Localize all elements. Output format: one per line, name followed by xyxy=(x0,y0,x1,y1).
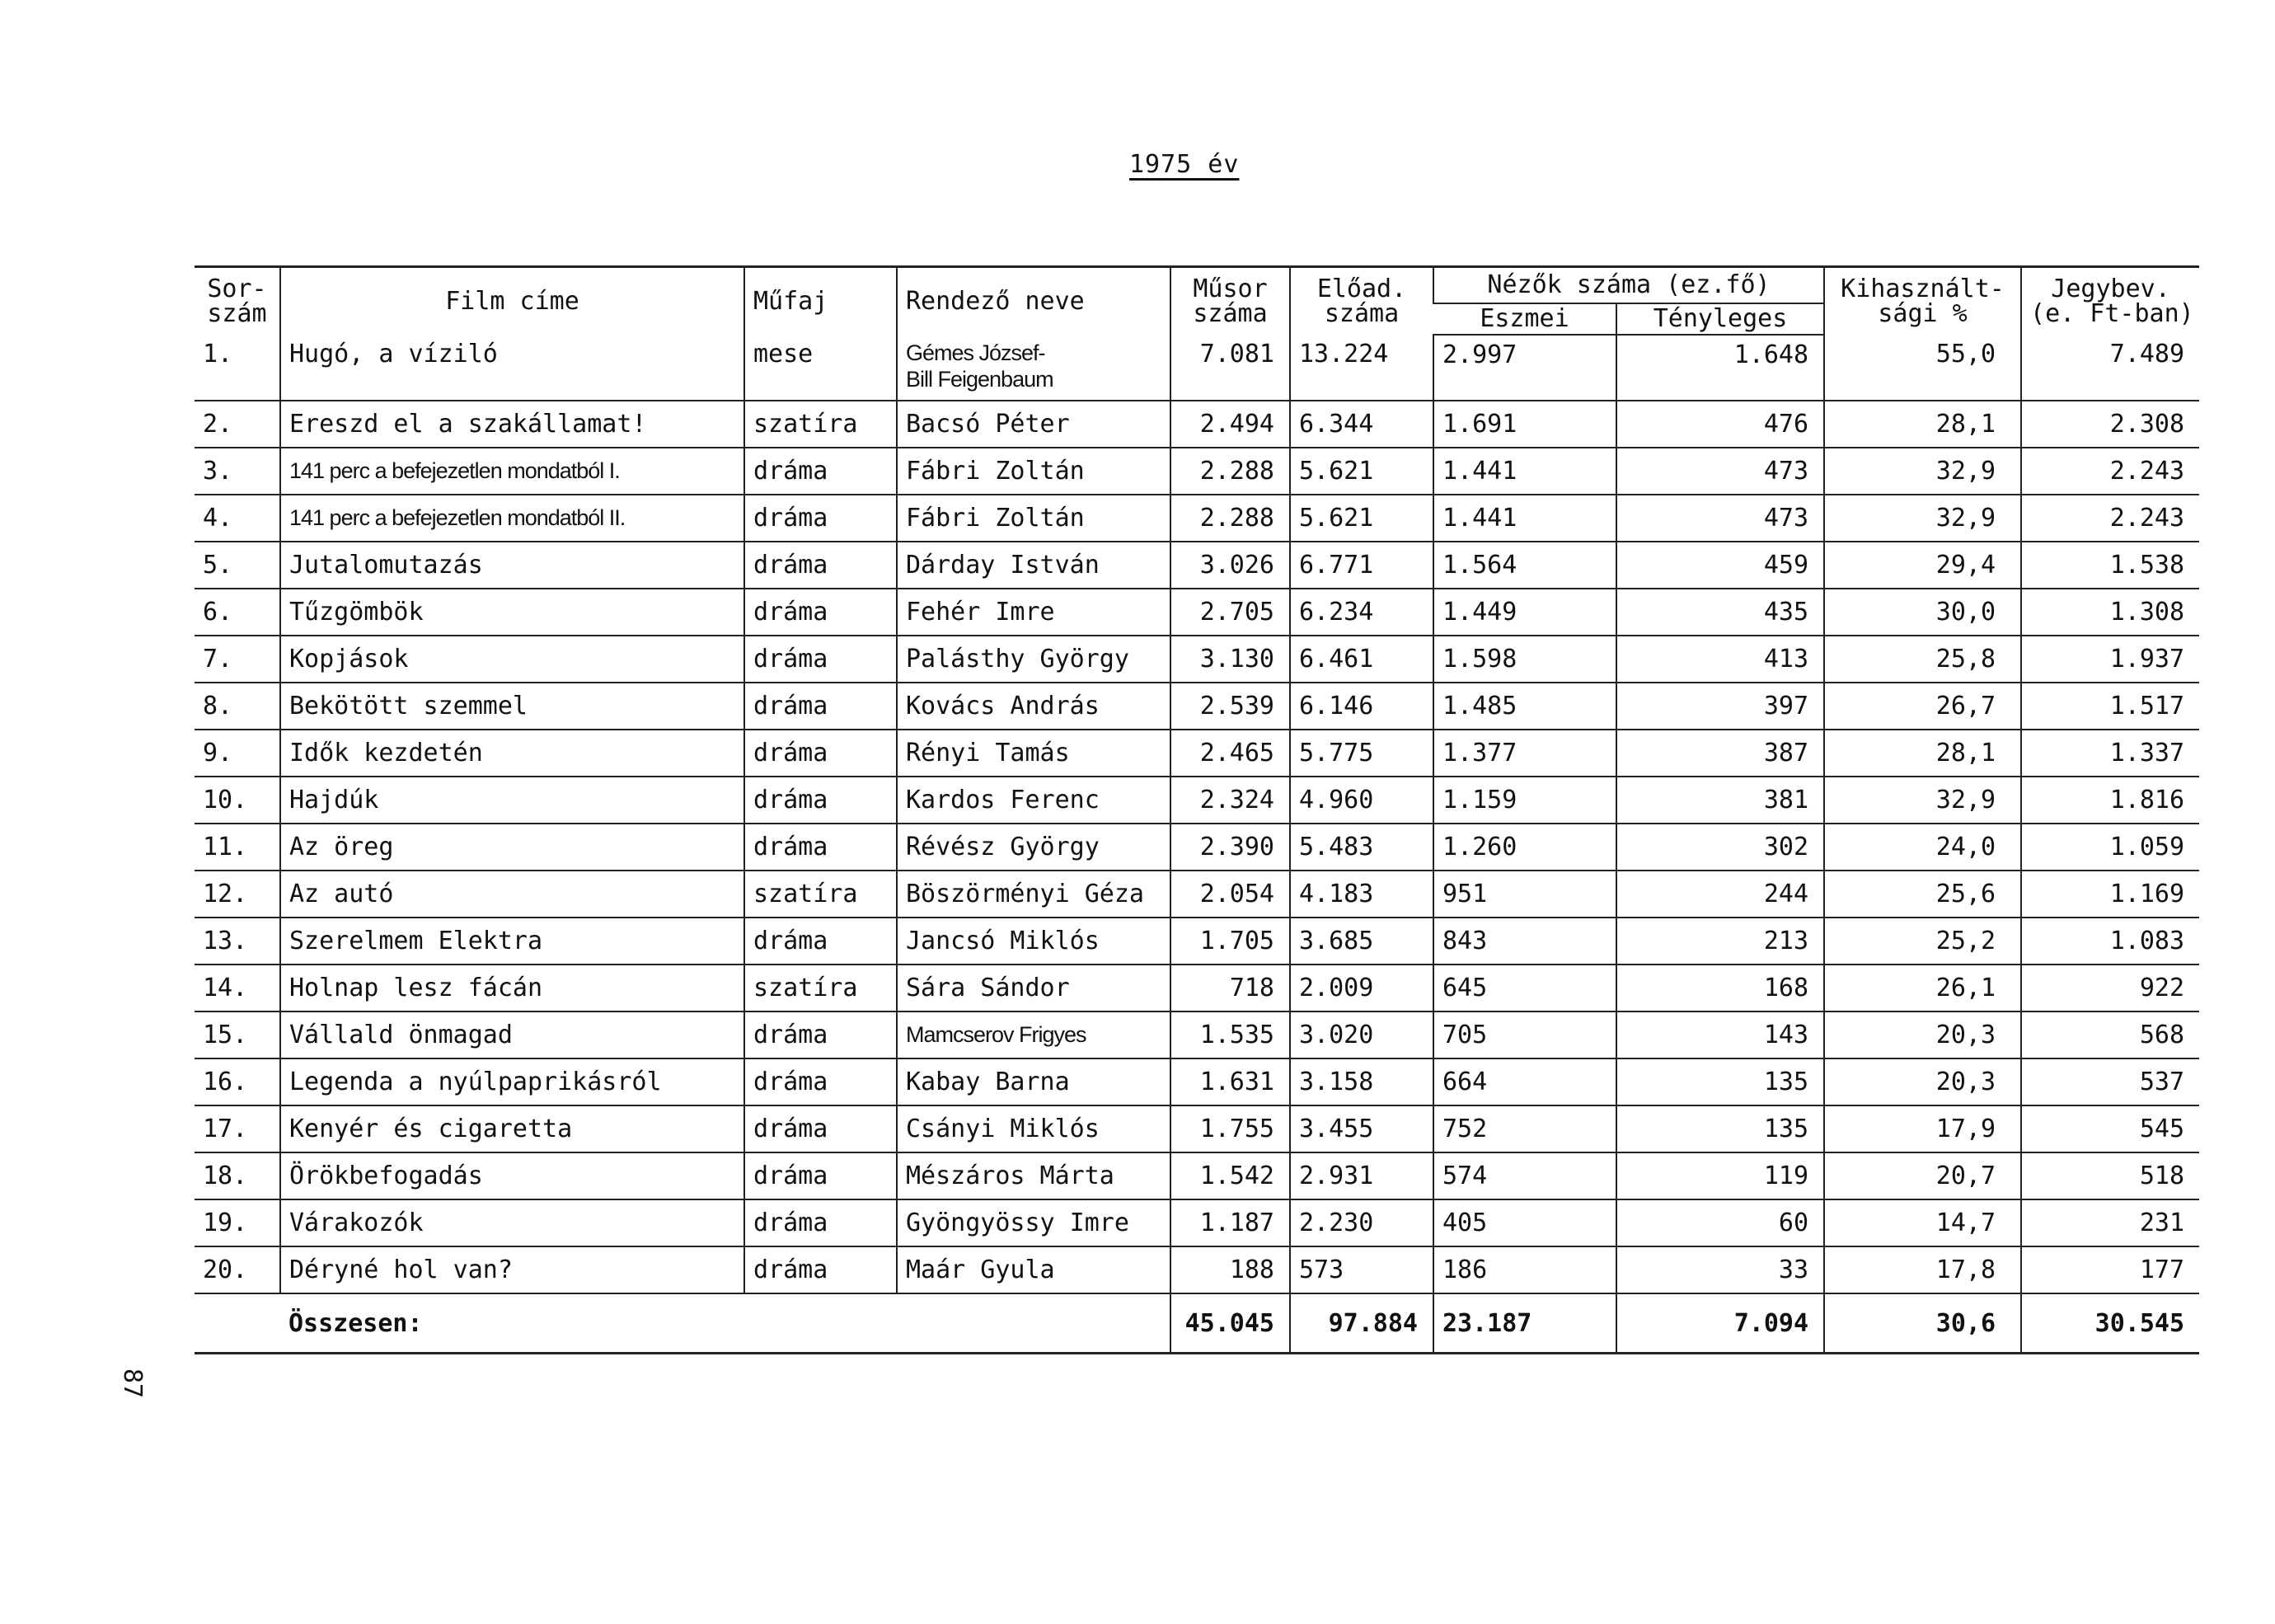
cell-eload: 5.775 xyxy=(1290,730,1433,777)
cell-eszmei: 186 xyxy=(1433,1246,1616,1293)
cell-tenyleges: 135 xyxy=(1616,1105,1824,1152)
cell-tenyleges: 33 xyxy=(1616,1246,1824,1293)
cell-kihasznaltsag: 20,7 xyxy=(1824,1152,2021,1199)
cell-musor: 2.324 xyxy=(1170,777,1290,824)
cell-eszmei: 705 xyxy=(1433,1011,1616,1058)
cell-sorszam: 19. xyxy=(195,1199,280,1246)
cell-musor: 2.465 xyxy=(1170,730,1290,777)
cell-jegybevetel: 7.489 xyxy=(2021,335,2199,401)
cell-musor: 7.081 xyxy=(1170,335,1290,401)
table-row xyxy=(195,777,2199,824)
cell-tenyleges: 413 xyxy=(1616,636,1824,683)
total-spacer xyxy=(897,1293,1170,1354)
cell-rendezo: Bacsó Péter xyxy=(897,401,1170,448)
header-eszmei: Eszmei xyxy=(1433,303,1616,335)
total-label: Összesen: xyxy=(280,1293,744,1354)
cell-eload: 6.344 xyxy=(1290,401,1433,448)
cell-mufaj: mese xyxy=(744,335,897,401)
total-eszmei: 23.187 xyxy=(1433,1293,1616,1354)
cell-sorszam: 13. xyxy=(195,918,280,965)
cell-rendezo: Palásthy György xyxy=(897,636,1170,683)
cell-kihasznaltsag: 20,3 xyxy=(1824,1058,2021,1105)
cell-eszmei: 2.997 xyxy=(1433,335,1616,401)
cell-jegybevetel: 537 xyxy=(2021,1058,2199,1105)
cell-jegybevetel: 1.816 xyxy=(2021,777,2199,824)
cell-film-cime: Legenda a nyúlpaprikásról xyxy=(280,1058,744,1105)
header-eload: Előad. száma xyxy=(1290,267,1433,336)
cell-rendezo: Mészáros Márta xyxy=(897,1152,1170,1199)
cell-musor: 2.494 xyxy=(1170,401,1290,448)
cell-musor: 2.539 xyxy=(1170,683,1290,730)
cell-eszmei: 1.260 xyxy=(1433,824,1616,871)
total-jegybevetel: 30.545 xyxy=(2021,1293,2199,1354)
cell-mufaj: dráma xyxy=(744,1058,897,1105)
table-row xyxy=(195,965,2199,1011)
page-title: 1975 év xyxy=(1129,150,1240,179)
cell-eszmei: 1.441 xyxy=(1433,448,1616,495)
cell-jegybevetel: 1.538 xyxy=(2021,542,2199,589)
table-row xyxy=(195,824,2199,871)
cell-eload: 2.230 xyxy=(1290,1199,1433,1246)
cell-rendezo: Fábri Zoltán xyxy=(897,495,1170,542)
cell-eload: 3.685 xyxy=(1290,918,1433,965)
header-row xyxy=(195,267,2199,304)
cell-sorszam: 17. xyxy=(195,1105,280,1152)
cell-mufaj: szatíra xyxy=(744,965,897,1011)
cell-tenyleges: 1.648 xyxy=(1616,335,1824,401)
table-row xyxy=(195,683,2199,730)
cell-film-cime: Szerelmem Elektra xyxy=(280,918,744,965)
cell-film-cime: Hugó, a víziló xyxy=(280,335,744,401)
cell-mufaj: dráma xyxy=(744,1105,897,1152)
cell-film-cime: Az autó xyxy=(280,871,744,918)
cell-film-cime: Kopjások xyxy=(280,636,744,683)
cell-kihasznaltsag: 17,8 xyxy=(1824,1246,2021,1293)
cell-eload: 6.234 xyxy=(1290,589,1433,636)
cell-jegybevetel: 177 xyxy=(2021,1246,2199,1293)
cell-jegybevetel: 1.083 xyxy=(2021,918,2199,965)
cell-eload: 5.621 xyxy=(1290,495,1433,542)
cell-kihasznaltsag: 32,9 xyxy=(1824,777,2021,824)
table-row xyxy=(195,1152,2199,1199)
cell-sorszam: 11. xyxy=(195,824,280,871)
cell-eszmei: 1.691 xyxy=(1433,401,1616,448)
cell-kihasznaltsag: 28,1 xyxy=(1824,730,2021,777)
cell-sorszam: 1. xyxy=(195,335,280,401)
cell-tenyleges: 459 xyxy=(1616,542,1824,589)
cell-jegybevetel: 1.308 xyxy=(2021,589,2199,636)
total-tenyleges: 7.094 xyxy=(1616,1293,1824,1354)
cell-eszmei: 951 xyxy=(1433,871,1616,918)
header-rendezo: Rendező neve xyxy=(897,267,1170,336)
director-line-2: Bill Feigenbaum xyxy=(906,367,1053,392)
cell-mufaj: szatíra xyxy=(744,871,897,918)
total-row xyxy=(195,1293,2199,1354)
cell-kihasznaltsag: 25,8 xyxy=(1824,636,2021,683)
cell-eload: 4.183 xyxy=(1290,871,1433,918)
table-row xyxy=(195,730,2199,777)
cell-jegybevetel: 545 xyxy=(2021,1105,2199,1152)
cell-eload: 3.020 xyxy=(1290,1011,1433,1058)
table-row xyxy=(195,1246,2199,1293)
cell-film-cime: 141 perc a befejezetlen mondatból I. xyxy=(280,448,744,495)
header-kihasznaltsag: Kihasznált- sági % xyxy=(1824,267,2021,336)
cell-musor: 1.542 xyxy=(1170,1152,1290,1199)
table-row xyxy=(195,636,2199,683)
cell-mufaj: dráma xyxy=(744,683,897,730)
header-nezok: Nézők száma (ez.fő) xyxy=(1433,267,1824,304)
cell-film-cime: Kenyér és cigaretta xyxy=(280,1105,744,1152)
table-row xyxy=(195,1199,2199,1246)
cell-mufaj: dráma xyxy=(744,542,897,589)
cell-kihasznaltsag: 29,4 xyxy=(1824,542,2021,589)
cell-film-cime: Vállald önmagad xyxy=(280,1011,744,1058)
cell-tenyleges: 387 xyxy=(1616,730,1824,777)
cell-tenyleges: 473 xyxy=(1616,448,1824,495)
cell-mufaj: dráma xyxy=(744,730,897,777)
cell-kihasznaltsag: 17,9 xyxy=(1824,1105,2021,1152)
cell-musor: 188 xyxy=(1170,1246,1290,1293)
cell-sorszam: 12. xyxy=(195,871,280,918)
cell-tenyleges: 168 xyxy=(1616,965,1824,1011)
cell-musor: 2.705 xyxy=(1170,589,1290,636)
cell-tenyleges: 476 xyxy=(1616,401,1824,448)
cell-rendezo: Fábri Zoltán xyxy=(897,448,1170,495)
cell-rendezo: Kabay Barna xyxy=(897,1058,1170,1105)
cell-rendezo: Sára Sándor xyxy=(897,965,1170,1011)
cell-jegybevetel: 1.169 xyxy=(2021,871,2199,918)
cell-sorszam: 10. xyxy=(195,777,280,824)
cell-eszmei: 1.598 xyxy=(1433,636,1616,683)
cell-sorszam: 8. xyxy=(195,683,280,730)
cell-jegybevetel: 1.517 xyxy=(2021,683,2199,730)
table-row xyxy=(195,589,2199,636)
cell-tenyleges: 397 xyxy=(1616,683,1824,730)
cell-eszmei: 1.485 xyxy=(1433,683,1616,730)
cell-kihasznaltsag: 28,1 xyxy=(1824,401,2021,448)
cell-eload: 13.224 xyxy=(1290,335,1433,401)
cell-jegybevetel: 2.243 xyxy=(2021,448,2199,495)
cell-rendezo: Csányi Miklós xyxy=(897,1105,1170,1152)
cell-kihasznaltsag: 20,3 xyxy=(1824,1011,2021,1058)
table-row xyxy=(195,871,2199,918)
cell-film-cime: 141 perc a befejezetlen mondatból II. xyxy=(280,495,744,542)
cell-jegybevetel: 568 xyxy=(2021,1011,2199,1058)
cell-mufaj: dráma xyxy=(744,589,897,636)
total-musor: 45.045 xyxy=(1170,1293,1290,1354)
cell-jegybevetel: 1.059 xyxy=(2021,824,2199,871)
cell-film-cime: Déryné hol van? xyxy=(280,1246,744,1293)
header-musor: Műsor száma xyxy=(1170,267,1290,336)
table-row xyxy=(195,918,2199,965)
cell-sorszam: 16. xyxy=(195,1058,280,1105)
cell-jegybevetel: 2.243 xyxy=(2021,495,2199,542)
header-jegybevetel: Jegybev. (e. Ft-ban) xyxy=(2021,267,2199,336)
header-tenyleges: Tényleges xyxy=(1616,303,1824,335)
cell-tenyleges: 135 xyxy=(1616,1058,1824,1105)
cell-kihasznaltsag: 30,0 xyxy=(1824,589,2021,636)
cell-eload: 3.158 xyxy=(1290,1058,1433,1105)
cell-musor: 2.288 xyxy=(1170,448,1290,495)
cell-eszmei: 1.449 xyxy=(1433,589,1616,636)
cell-tenyleges: 381 xyxy=(1616,777,1824,824)
total-eload: 97.884 xyxy=(1290,1293,1433,1354)
cell-film-cime: Holnap lesz fácán xyxy=(280,965,744,1011)
table-row xyxy=(195,495,2199,542)
cell-sorszam: 6. xyxy=(195,589,280,636)
cell-musor: 2.054 xyxy=(1170,871,1290,918)
cell-eszmei: 405 xyxy=(1433,1199,1616,1246)
cell-tenyleges: 302 xyxy=(1616,824,1824,871)
cell-rendezo: Kardos Ferenc xyxy=(897,777,1170,824)
cell-eload: 4.960 xyxy=(1290,777,1433,824)
cell-mufaj: dráma xyxy=(744,1199,897,1246)
cell-eload: 5.621 xyxy=(1290,448,1433,495)
film-statistics-table xyxy=(195,265,2199,1354)
cell-sorszam: 9. xyxy=(195,730,280,777)
cell-kihasznaltsag: 26,7 xyxy=(1824,683,2021,730)
cell-film-cime: Várakozók xyxy=(280,1199,744,1246)
cell-rendezo: Révész György xyxy=(897,824,1170,871)
cell-film-cime: Ereszd el a szakállamat! xyxy=(280,401,744,448)
cell-eload: 3.455 xyxy=(1290,1105,1433,1152)
table-row xyxy=(195,335,2199,401)
cell-sorszam: 20. xyxy=(195,1246,280,1293)
cell-tenyleges: 435 xyxy=(1616,589,1824,636)
cell-film-cime: Az öreg xyxy=(280,824,744,871)
table-row xyxy=(195,448,2199,495)
cell-musor: 2.390 xyxy=(1170,824,1290,871)
cell-eszmei: 664 xyxy=(1433,1058,1616,1105)
cell-sorszam: 14. xyxy=(195,965,280,1011)
cell-eszmei: 752 xyxy=(1433,1105,1616,1152)
cell-film-cime: Idők kezdetén xyxy=(280,730,744,777)
cell-eload: 573 xyxy=(1290,1246,1433,1293)
cell-sorszam: 7. xyxy=(195,636,280,683)
director-line-1: Gémes József- xyxy=(906,340,1045,365)
cell-kihasznaltsag: 32,9 xyxy=(1824,495,2021,542)
cell-kihasznaltsag: 25,6 xyxy=(1824,871,2021,918)
cell-tenyleges: 244 xyxy=(1616,871,1824,918)
cell-sorszam: 5. xyxy=(195,542,280,589)
cell-rendezo: Kovács András xyxy=(897,683,1170,730)
cell-musor: 1.535 xyxy=(1170,1011,1290,1058)
table-row xyxy=(195,1105,2199,1152)
cell-musor: 1.705 xyxy=(1170,918,1290,965)
cell-rendezo: Dárday István xyxy=(897,542,1170,589)
cell-tenyleges: 143 xyxy=(1616,1011,1824,1058)
cell-musor: 1.755 xyxy=(1170,1105,1290,1152)
cell-eload: 6.771 xyxy=(1290,542,1433,589)
cell-film-cime: Tűzgömbök xyxy=(280,589,744,636)
cell-jegybevetel: 2.308 xyxy=(2021,401,2199,448)
total-spacer xyxy=(744,1293,897,1354)
cell-mufaj: dráma xyxy=(744,777,897,824)
cell-rendezo: Gyöngyössy Imre xyxy=(897,1199,1170,1246)
table-row xyxy=(195,1011,2199,1058)
cell-eload: 2.931 xyxy=(1290,1152,1433,1199)
cell-mufaj: dráma xyxy=(744,448,897,495)
cell-mufaj: dráma xyxy=(744,918,897,965)
cell-eload: 6.461 xyxy=(1290,636,1433,683)
cell-sorszam: 15. xyxy=(195,1011,280,1058)
cell-jegybevetel: 518 xyxy=(2021,1152,2199,1199)
cell-kihasznaltsag: 26,1 xyxy=(1824,965,2021,1011)
cell-jegybevetel: 1.937 xyxy=(2021,636,2199,683)
cell-kihasznaltsag: 14,7 xyxy=(1824,1199,2021,1246)
cell-tenyleges: 60 xyxy=(1616,1199,1824,1246)
cell-mufaj: dráma xyxy=(744,495,897,542)
header-sorszam: Sor- szám xyxy=(195,267,280,336)
cell-film-cime: Hajdúk xyxy=(280,777,744,824)
cell-eszmei: 574 xyxy=(1433,1152,1616,1199)
page-number: 87 xyxy=(118,1368,147,1399)
total-spacer xyxy=(195,1293,280,1354)
cell-sorszam: 2. xyxy=(195,401,280,448)
cell-eload: 2.009 xyxy=(1290,965,1433,1011)
cell-rendezo: Maár Gyula xyxy=(897,1246,1170,1293)
cell-rendezo: Fehér Imre xyxy=(897,589,1170,636)
cell-eszmei: 1.377 xyxy=(1433,730,1616,777)
cell-jegybevetel: 922 xyxy=(2021,965,2199,1011)
cell-eszmei: 1.159 xyxy=(1433,777,1616,824)
cell-eszmei: 645 xyxy=(1433,965,1616,1011)
cell-tenyleges: 473 xyxy=(1616,495,1824,542)
cell-mufaj: dráma xyxy=(744,1152,897,1199)
cell-musor: 2.288 xyxy=(1170,495,1290,542)
table-row xyxy=(195,401,2199,448)
total-kihasznaltsag: 30,6 xyxy=(1824,1293,2021,1354)
cell-film-cime: Bekötött szemmel xyxy=(280,683,744,730)
cell-musor: 1.187 xyxy=(1170,1199,1290,1246)
table-row xyxy=(195,542,2199,589)
cell-eload: 5.483 xyxy=(1290,824,1433,871)
cell-musor: 718 xyxy=(1170,965,1290,1011)
cell-mufaj: szatíra xyxy=(744,401,897,448)
cell-kihasznaltsag: 32,9 xyxy=(1824,448,2021,495)
cell-kihasznaltsag: 24,0 xyxy=(1824,824,2021,871)
cell-sorszam: 18. xyxy=(195,1152,280,1199)
cell-mufaj: dráma xyxy=(744,824,897,871)
cell-musor: 3.130 xyxy=(1170,636,1290,683)
table-row xyxy=(195,1058,2199,1105)
cell-eload: 6.146 xyxy=(1290,683,1433,730)
cell-rendezo: Böszörményi Géza xyxy=(897,871,1170,918)
cell-eszmei: 843 xyxy=(1433,918,1616,965)
cell-rendezo xyxy=(897,335,1170,401)
cell-rendezo: Jancsó Miklós xyxy=(897,918,1170,965)
header-mufaj: Műfaj xyxy=(744,267,897,336)
header-film-cime: Film címe xyxy=(280,267,744,336)
cell-musor: 3.026 xyxy=(1170,542,1290,589)
cell-mufaj: dráma xyxy=(744,1246,897,1293)
cell-kihasznaltsag: 25,2 xyxy=(1824,918,2021,965)
cell-jegybevetel: 231 xyxy=(2021,1199,2199,1246)
cell-tenyleges: 213 xyxy=(1616,918,1824,965)
cell-rendezo: Rényi Tamás xyxy=(897,730,1170,777)
cell-rendezo: Mamcserov Frigyes xyxy=(897,1011,1170,1058)
cell-eszmei: 1.441 xyxy=(1433,495,1616,542)
cell-sorszam: 4. xyxy=(195,495,280,542)
cell-mufaj: dráma xyxy=(744,1011,897,1058)
cell-mufaj: dráma xyxy=(744,636,897,683)
cell-film-cime: Jutalomutazás xyxy=(280,542,744,589)
cell-eszmei: 1.564 xyxy=(1433,542,1616,589)
cell-jegybevetel: 1.337 xyxy=(2021,730,2199,777)
cell-film-cime: Örökbefogadás xyxy=(280,1152,744,1199)
cell-tenyleges: 119 xyxy=(1616,1152,1824,1199)
cell-musor: 1.631 xyxy=(1170,1058,1290,1105)
cell-kihasznaltsag: 55,0 xyxy=(1824,335,2021,401)
cell-sorszam: 3. xyxy=(195,448,280,495)
